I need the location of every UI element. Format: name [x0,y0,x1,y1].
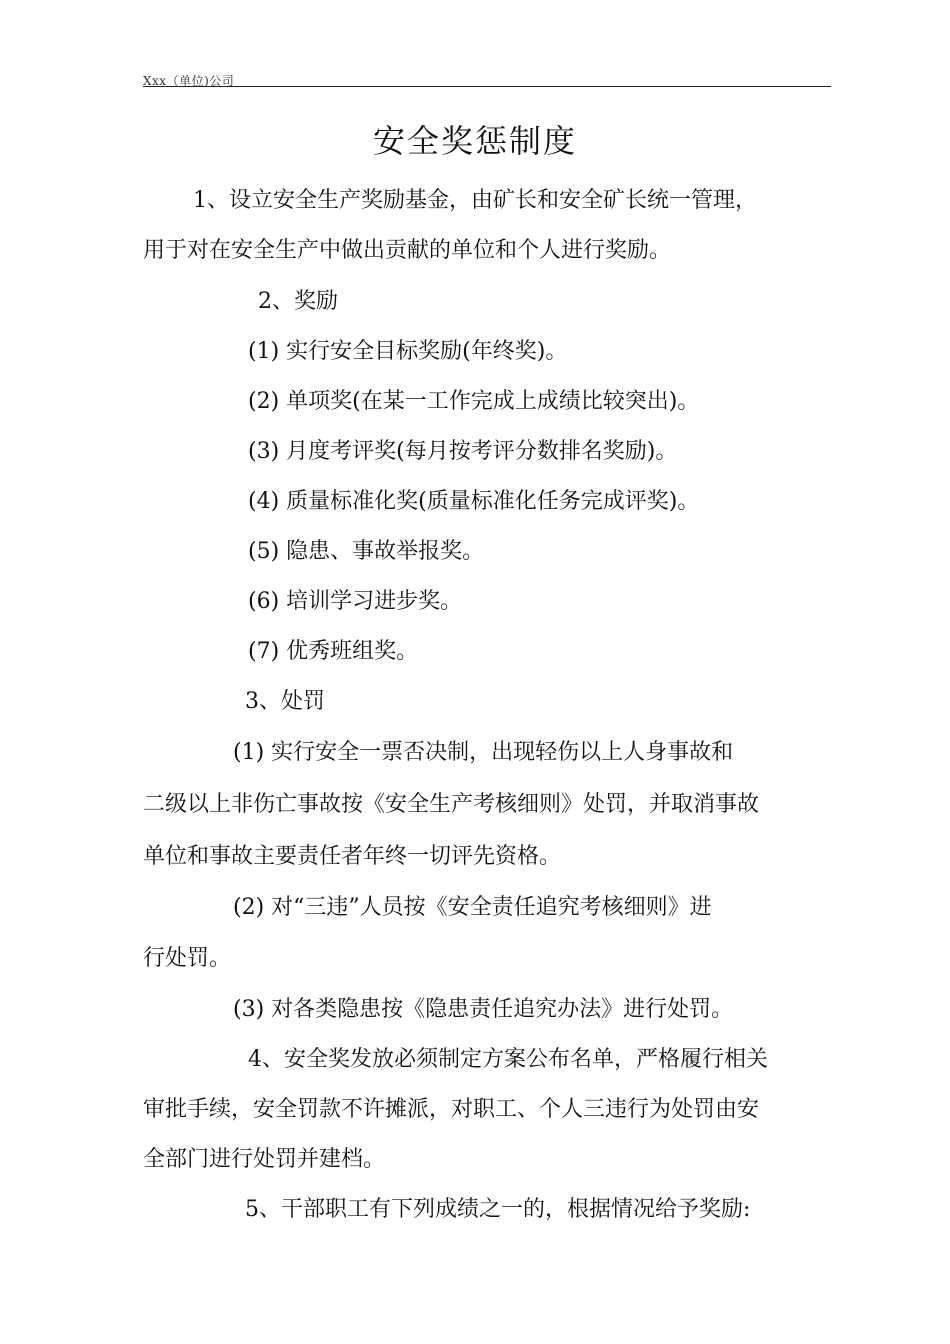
paragraph-line: (3) 对各类隐患按《隐患责任追究办法》进行处罚。 [233,997,734,1022]
section-heading: 2、奖励 [258,289,338,314]
header-divider [143,86,831,87]
list-item: (1) 实行安全目标奖励(年终奖)。 [248,339,568,364]
paragraph-line: (1) 实行安全一票否决制，出现轻伤以上人身事故和 [233,740,734,765]
list-item: (4) 质量标准化奖(质量标准化任务完成评奖)。 [248,489,700,514]
paragraph-line: 用于对在安全生产中做出贡献的单位和个人进行奖励。 [143,238,672,263]
paragraph-line: 5、干部职工有下列成绩之一的，根据情况给予奖励: [245,1197,751,1222]
list-item: (5) 隐患、事故举报奖。 [248,539,485,564]
section-heading: 3、处罚 [245,689,325,714]
paragraph-line: 1、设立安全生产奖励基金，由矿长和安全矿长统一管理， [193,188,757,213]
paragraph-line: (2) 对“三违”人员按《安全责任追究考核细则》进 [233,895,712,920]
paragraph-line: 二级以上非伤亡事故按《安全生产考核细则》处罚，并取消事故 [143,792,760,817]
list-item: (3) 月度考评奖(每月按考评分数排名奖励)。 [248,439,678,464]
paragraph-line: 4、安全奖发放必须制定方案公布名单，严格履行相关 [248,1047,768,1072]
paragraph-line: 审批手续，安全罚款不许摊派，对职工、个人三违行为处罚由安 [143,1097,760,1122]
document-title: 安全奖惩制度 [372,122,577,160]
list-item: (7) 优秀班组奖。 [248,639,419,664]
list-item: (2) 单项奖(在某一工作完成上成绩比较突出)。 [248,389,700,414]
header-company: Xxx（单位)公司 [143,74,235,88]
paragraph-line: 单位和事故主要责任者年终一切评先资格。 [143,844,562,869]
paragraph-line: 行处罚。 [143,946,232,971]
paragraph-line: 全部门进行处罚并建档。 [143,1147,386,1172]
list-item: (6) 培训学习进步奖。 [248,589,463,614]
